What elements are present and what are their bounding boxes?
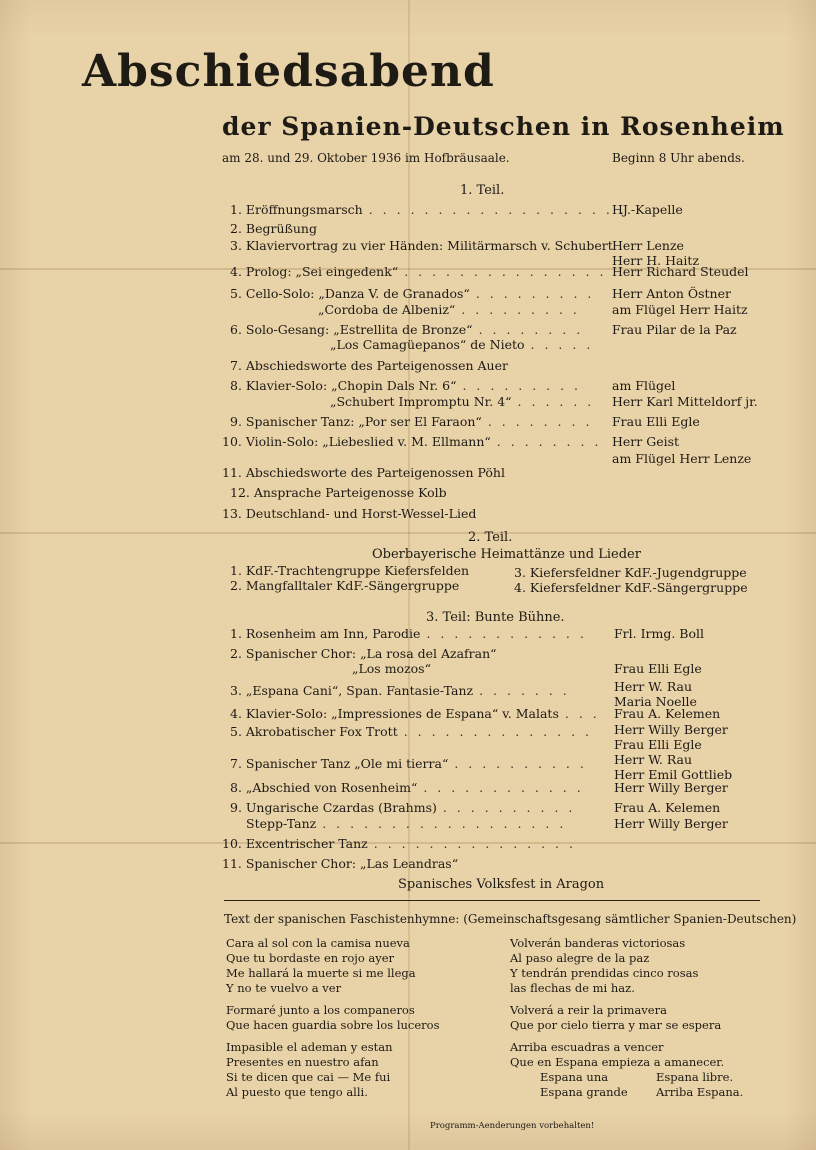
- leader-dots: . . . . . .: [517, 394, 595, 409]
- program-item: [230, 286, 594, 301]
- program-item: [230, 264, 606, 279]
- leader-dots: . . . . . . . . . . . .: [423, 780, 584, 795]
- program-item: [352, 661, 431, 676]
- lyrics-line: Cara al sol con la camisa nueva: [226, 936, 410, 950]
- program-item-label: 5. Akrobatischer Fox Trott: [230, 724, 398, 739]
- program-item-label: 11. Abschiedsworte des Parteigenossen Pöhl: [222, 465, 505, 480]
- program-item: [318, 302, 580, 317]
- leader-dots: . . . . . . . . . .: [454, 756, 587, 771]
- list-item: 2. Mangfalltaler KdF.-Sängergruppe: [230, 578, 460, 593]
- performer: Frau A. Kelemen: [614, 800, 721, 815]
- program-item: [222, 434, 601, 449]
- program-item: [230, 202, 627, 217]
- performer: Frau Elli Egle: [612, 414, 700, 429]
- leader-dots: . . . . . . . . . . . . . . .: [404, 264, 607, 279]
- program-item-label: 5. Cello-Solo: „Danza V. de Granados“: [230, 286, 470, 301]
- program-item: [330, 394, 594, 409]
- divider: [224, 900, 760, 901]
- program-item-label: 13. Deutschland- und Horst-Wessel-Lied: [222, 506, 477, 521]
- performer: Herr Willy Berger: [614, 780, 728, 795]
- leader-dots: . . . . . . . .: [496, 434, 602, 449]
- program-item-label: 2. Spanischer Chor: „La rosa del Azafran“: [230, 646, 497, 661]
- performer: Frl. Irmg. Boll: [614, 626, 705, 641]
- section-heading-teil2: 2. Teil.: [468, 530, 513, 545]
- program-item-label: 3. Klaviervortrag zu vier Händen: Militärmarsch v. Schubert: [230, 238, 613, 253]
- lyrics-line: Espana una: [540, 1070, 609, 1084]
- leader-dots: . . . . . . . . . . . . . . . . . . .: [368, 202, 627, 217]
- section-heading-teil1: 1. Teil.: [460, 183, 505, 198]
- program-item-label: „Los mozos“: [352, 661, 431, 676]
- list-item: 4. Kiefersfeldner KdF.-Sängergruppe: [514, 580, 748, 595]
- program-item-label: 9. Ungarische Czardas (Brahms): [230, 800, 437, 815]
- program-item-label: 8. „Abschied von Rosenheim“: [230, 780, 418, 795]
- performer: Herr Richard Steudel: [612, 264, 749, 279]
- program-item-label: 10. Excentrischer Tanz: [222, 836, 368, 851]
- program-item: [230, 358, 508, 373]
- performer: Frau Pilar de la Paz: [612, 322, 737, 337]
- lyrics-line: Me hallará la muerte si me llega: [226, 966, 416, 980]
- program-item: [330, 337, 593, 352]
- lyrics-line: Volverán banderas victoriosas: [510, 936, 686, 950]
- lyrics-left-column: [226, 936, 440, 1107]
- lyrics-line: Que en Espana empieza a amanecer.: [510, 1055, 725, 1069]
- lyrics-stanza: [510, 1003, 743, 1033]
- performer: am Flügel Herr Haitz: [612, 302, 748, 317]
- lyrics-line: las flechas de mi haz.: [510, 981, 635, 995]
- event-date: am 28. und 29. Oktober 1936 im Hofbräusaale.: [222, 151, 510, 165]
- program-item: [230, 221, 317, 236]
- performer: Herr Willy Berger: [614, 816, 728, 831]
- leader-dots: . . . . . . . .: [478, 322, 584, 337]
- performer: Herr Willy Berger: [614, 722, 728, 737]
- lyrics-line: Impasible el ademan y estan: [226, 1040, 393, 1054]
- page-title: Abschiedsabend: [82, 46, 495, 97]
- program-item: [222, 465, 505, 480]
- program-item-label: „Cordoba de Albeniz“: [318, 302, 456, 317]
- performer: Herr Emil Gottlieb: [614, 767, 733, 782]
- closing-line: Spanisches Volksfest in Aragon: [398, 877, 605, 892]
- performer: am Flügel: [612, 378, 676, 393]
- lyrics-line: [510, 1085, 743, 1100]
- program-item: [230, 626, 587, 641]
- lyrics-line: Espana libre.: [656, 1070, 734, 1084]
- program-item-label: 6. Solo-Gesang: „Estrellita de Bronze“: [230, 322, 473, 337]
- leader-dots: . . . . . . . . .: [462, 378, 582, 393]
- leader-dots: . . . . . . . . . .: [442, 800, 576, 815]
- lyrics-line: Al puesto que tengo alli.: [226, 1085, 368, 1099]
- program-item-label: 1. Eröffnungsmarsch: [230, 202, 363, 217]
- program-item-label: 3. „Espana Cani“, Span. Fantasie-Tanz: [230, 683, 474, 698]
- lyrics-line: Si te dicen que cai — Me fui: [226, 1070, 391, 1084]
- program-item-label: 4. Prolog: „Sei eingedenk“: [230, 264, 399, 279]
- program-item-label: 4. Klavier-Solo: „Impressiones de Espana“ v. Malats: [230, 706, 559, 721]
- list-item: 1. KdF.-Trachtengruppe Kiefersfelden: [230, 563, 470, 578]
- leader-dots: . . . . . . . . .: [475, 286, 595, 301]
- leader-dots: . . .: [564, 706, 600, 721]
- program-item-label: 12. Ansprache Parteigenosse Kolb: [230, 485, 447, 500]
- lyrics-right-column: [510, 936, 743, 1100]
- program-item-label: 7. Spanischer Tanz „Ole mi tierra“: [230, 756, 449, 771]
- performer: Herr Anton Östner: [612, 286, 731, 301]
- program-item: [230, 800, 575, 815]
- program-item-label: Stepp-Tanz: [246, 816, 317, 831]
- lyrics-line: Que hacen guardia sobre los luceros: [226, 1018, 440, 1032]
- leader-dots: . . . . . . .: [479, 683, 570, 698]
- program-item: [222, 506, 476, 521]
- lyrics-line: Que por cielo tierra y mar se espera: [510, 1018, 722, 1032]
- program-item-label: 2. Begrüßung: [230, 221, 317, 236]
- program-item: [230, 780, 584, 795]
- program-item: [230, 485, 447, 500]
- leader-dots: . . . . . . . . . . . . . . .: [373, 836, 576, 851]
- program-item: [230, 706, 600, 721]
- program-item: [246, 816, 566, 831]
- lyrics-line: [510, 1070, 743, 1085]
- lyrics-final-lines: [510, 1070, 743, 1100]
- lyrics-line: Y no te vuelvo a ver: [226, 981, 342, 995]
- leader-dots: . . . . . . . . . . . . . .: [403, 724, 593, 739]
- performer: Herr W. Rau: [614, 752, 693, 767]
- list-item: 3. Kiefersfeldner KdF.-Jugendgruppe: [514, 565, 747, 580]
- leader-dots: . . . . . . . .: [487, 414, 593, 429]
- program-item: [222, 856, 458, 871]
- program-item-label: 7. Abschiedsworte des Parteigenossen Auer: [230, 358, 508, 373]
- program-item: [222, 836, 576, 851]
- program-item: [230, 646, 497, 661]
- program-item-label: 10. Violin-Solo: „Liebeslied v. M. Ellmann“: [222, 434, 491, 449]
- program-item-label: „Los Camagüepanos“ de Nieto: [330, 337, 525, 352]
- program-item: [230, 322, 583, 337]
- lyrics-heading: Text der spanischen Faschistenhymne: (Gemeinschaftsgesang sämtlicher Spanien-Deutschen): [224, 912, 797, 926]
- lyrics-stanza: [510, 936, 743, 996]
- program-item: [230, 414, 592, 429]
- program-item: [230, 756, 587, 771]
- program-item-label: 1. Rosenheim am Inn, Parodie: [230, 626, 421, 641]
- performer: Frau A. Kelemen: [614, 706, 721, 721]
- lyrics-line: Volverá a reir la primavera: [510, 1003, 667, 1017]
- performer: Frau Elli Egle: [614, 737, 702, 752]
- program-item: [230, 378, 581, 393]
- lyrics-line: Arriba Espana.: [656, 1085, 744, 1099]
- leader-dots: . . . . . . . . . . . .: [426, 626, 587, 641]
- lyrics-line: Espana grande: [540, 1085, 628, 1099]
- program-item-label: 11. Spanischer Chor: „Las Leandras“: [222, 856, 459, 871]
- performer: Frau Elli Egle: [614, 661, 702, 676]
- program-item: [230, 238, 613, 253]
- performer: Herr Geist: [612, 434, 680, 449]
- lyrics-line: Que tu bordaste en rojo ayer: [226, 951, 395, 965]
- lyrics-stanza: [226, 936, 440, 996]
- program-item: [230, 724, 592, 739]
- lyrics-stanza: [226, 1040, 440, 1100]
- performer: HJ.-Kapelle: [612, 202, 683, 217]
- start-time: Beginn 8 Uhr abends.: [612, 151, 745, 165]
- program-item-label: „Schubert Impromptu Nr. 4“: [330, 394, 512, 409]
- page-subtitle: der Spanien-Deutschen in Rosenheim: [222, 112, 785, 141]
- lyrics-line: Formaré junto a los companeros: [226, 1003, 415, 1017]
- program-item-label: 8. Klavier-Solo: „Chopin Dals Nr. 6“: [230, 378, 457, 393]
- program-item: [230, 683, 570, 698]
- section-heading-teil3: 3. Teil: Bunte Bühne.: [426, 610, 565, 625]
- lyrics-stanza: [226, 1003, 440, 1033]
- leader-dots: . . . . . . . . .: [461, 302, 580, 317]
- performer: Herr H. Haitz: [612, 253, 700, 268]
- lyrics-line: Presentes en nuestro afan: [226, 1055, 379, 1069]
- leader-dots: . . . . . . . . . . . . . . . . . .: [322, 816, 567, 831]
- performer: Herr W. Rau: [614, 679, 693, 694]
- lyrics-stanza: [510, 1040, 743, 1070]
- performer: Maria Noelle: [614, 694, 697, 709]
- lyrics-line: Al paso alegre de la paz: [510, 951, 650, 965]
- section-subheading-teil2: Oberbayerische Heimattänze und Lieder: [372, 547, 641, 562]
- performer: am Flügel Herr Lenze: [612, 451, 752, 466]
- performer: Herr Karl Mitteldorf jr.: [612, 394, 758, 409]
- program-item-label: 9. Spanischer Tanz: „Por ser El Faraon“: [230, 414, 482, 429]
- footer-note: Programm-Aenderungen vorbehalten!: [430, 1121, 595, 1131]
- lyrics-line: Y tendrán prendidas cinco rosas: [510, 966, 699, 980]
- performer: Herr Lenze: [612, 238, 684, 253]
- lyrics-line: Arriba escuadras a vencer: [510, 1040, 664, 1054]
- leader-dots: . . . . .: [530, 337, 594, 352]
